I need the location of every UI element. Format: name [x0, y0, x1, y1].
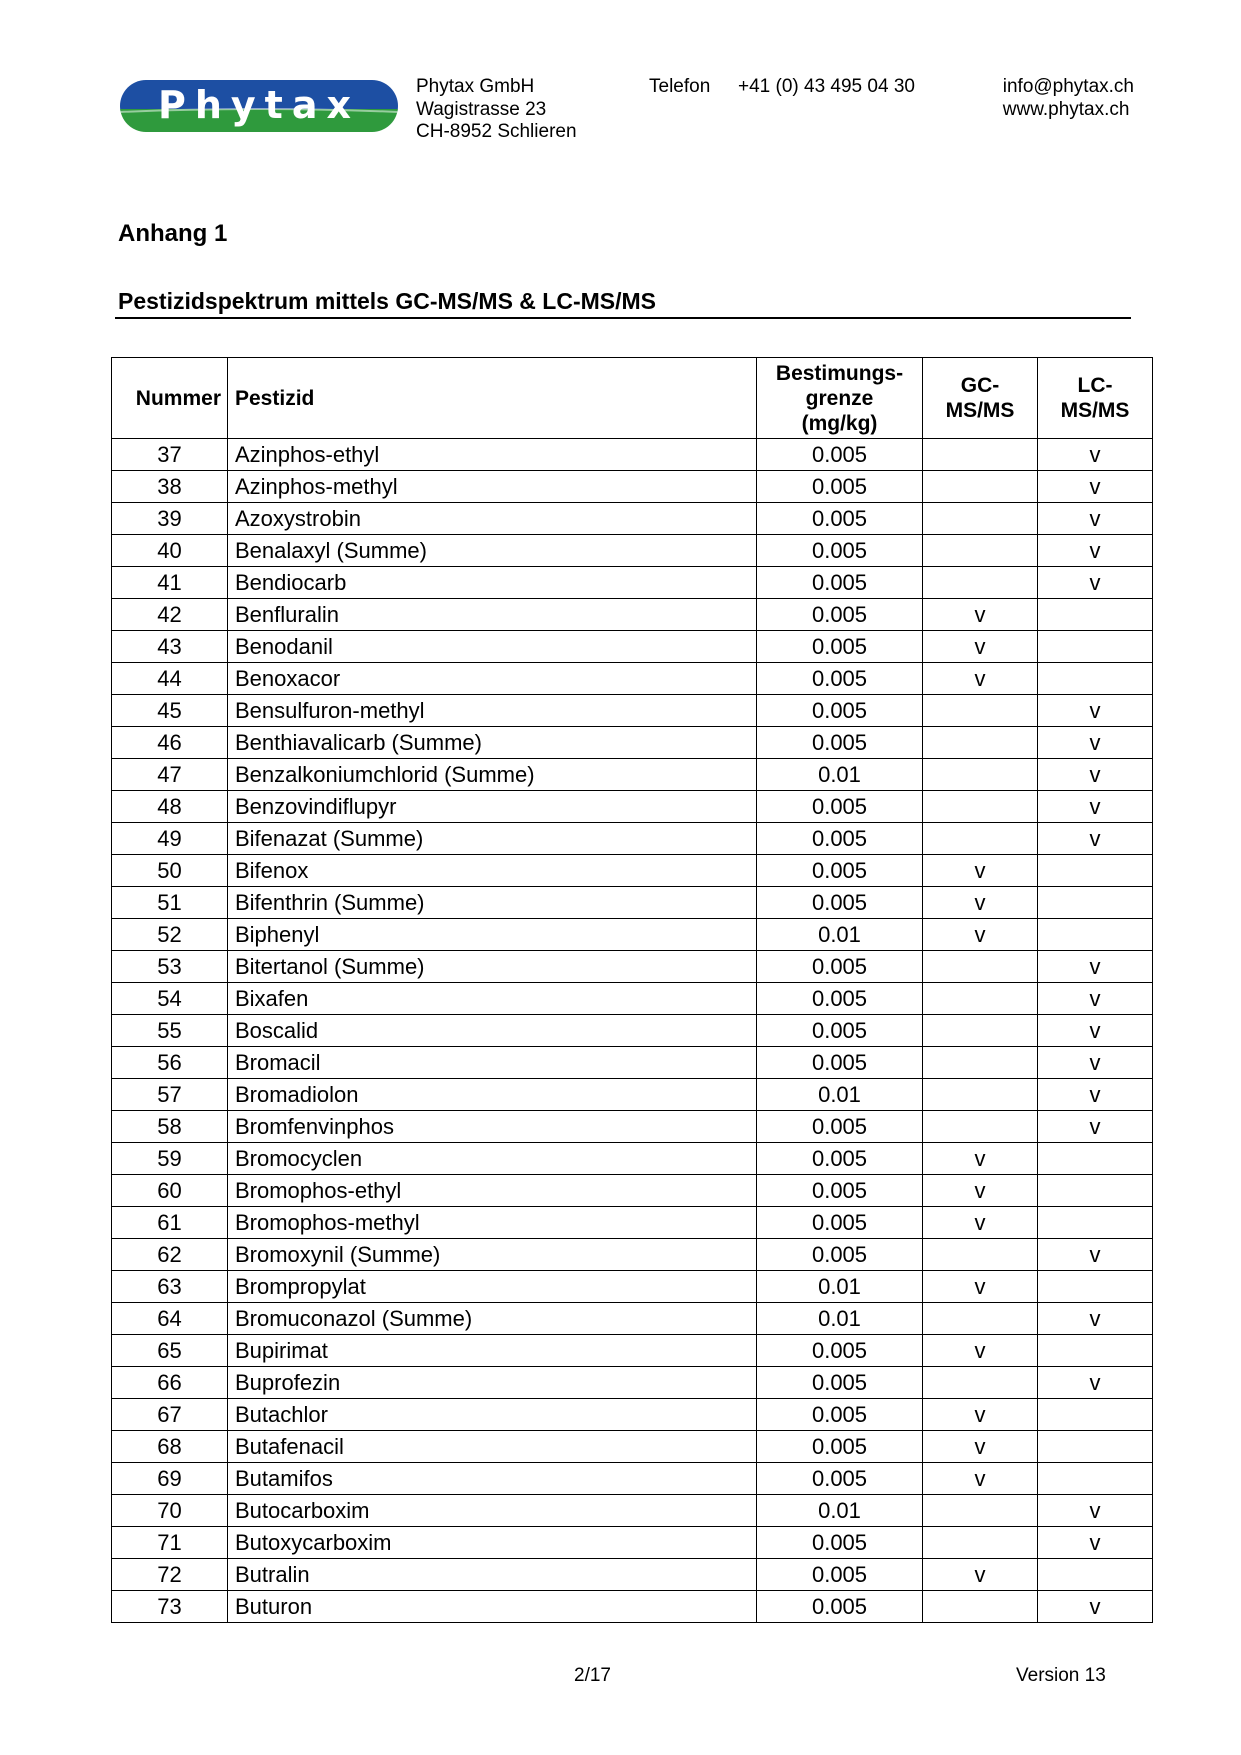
row-lc-mark: v: [1038, 759, 1153, 791]
company-city: CH-8952 Schlieren: [416, 121, 577, 142]
row-pesticide: Buturon: [228, 1591, 757, 1623]
row-limit: 0.01: [757, 1495, 923, 1527]
row-lc-mark: [1038, 1335, 1153, 1367]
row-pesticide: Bromacil: [228, 1047, 757, 1079]
row-number: 47: [112, 759, 228, 791]
row-gc-mark: v: [923, 1463, 1038, 1495]
row-pesticide: Azoxystrobin: [228, 503, 757, 535]
row-lc-mark: [1038, 887, 1153, 919]
row-pesticide: Butamifos: [228, 1463, 757, 1495]
row-number: 37: [112, 439, 228, 471]
row-number: 63: [112, 1271, 228, 1303]
table-row: [112, 471, 1153, 503]
header-gc-line: MS/MS: [945, 399, 1015, 422]
row-number: 48: [112, 791, 228, 823]
row-lc-mark: [1038, 1175, 1153, 1207]
row-lc-mark: v: [1038, 983, 1153, 1015]
table-row: [112, 1559, 1153, 1591]
website-link[interactable]: www.phytax.ch: [1002, 98, 1130, 120]
row-gc-mark: v: [923, 1207, 1038, 1239]
row-lc-mark: v: [1038, 503, 1153, 535]
row-gc-mark: [923, 1527, 1038, 1559]
row-lc-mark: [1038, 631, 1153, 663]
row-lc-mark: v: [1038, 1527, 1153, 1559]
row-number: 38: [112, 471, 228, 503]
row-lc-mark: v: [1038, 439, 1153, 471]
row-limit: 0.01: [757, 1079, 923, 1111]
page-number: 2/17: [574, 1665, 611, 1686]
row-limit: 0.01: [757, 1303, 923, 1335]
row-number: 50: [112, 855, 228, 887]
row-number: 41: [112, 567, 228, 599]
row-limit: 0.005: [757, 1047, 923, 1079]
row-limit: 0.005: [757, 727, 923, 759]
row-pesticide: Bromophos-ethyl: [228, 1175, 757, 1207]
pesticide-table: [111, 357, 1153, 1623]
row-number: 65: [112, 1335, 228, 1367]
row-lc-mark: v: [1038, 695, 1153, 727]
row-number: 44: [112, 663, 228, 695]
table-row: [112, 1111, 1153, 1143]
header-lc-line: MS/MS: [1060, 399, 1130, 422]
row-number: 46: [112, 727, 228, 759]
company-address: [416, 76, 577, 144]
subtitle-underline: [115, 317, 1131, 319]
row-number: 56: [112, 1047, 228, 1079]
row-gc-mark: v: [923, 663, 1038, 695]
row-number: 60: [112, 1175, 228, 1207]
table-row: [112, 663, 1153, 695]
row-gc-mark: v: [923, 855, 1038, 887]
row-gc-mark: v: [923, 1335, 1038, 1367]
table-row: [112, 535, 1153, 567]
row-lc-mark: v: [1038, 823, 1153, 855]
row-number: 70: [112, 1495, 228, 1527]
table-row: [112, 1303, 1153, 1335]
row-pesticide: Bromuconazol (Summe): [228, 1303, 757, 1335]
row-lc-mark: v: [1038, 727, 1153, 759]
row-lc-mark: [1038, 855, 1153, 887]
row-lc-mark: v: [1038, 1111, 1153, 1143]
row-gc-mark: [923, 471, 1038, 503]
row-lc-mark: v: [1038, 951, 1153, 983]
table-row: [112, 1271, 1153, 1303]
row-limit: 0.005: [757, 695, 923, 727]
table-row: [112, 1399, 1153, 1431]
table-row: [112, 759, 1153, 791]
row-limit: 0.005: [757, 1111, 923, 1143]
row-pesticide: Bromoxynil (Summe): [228, 1239, 757, 1271]
row-gc-mark: v: [923, 1431, 1038, 1463]
table-row: [112, 887, 1153, 919]
row-lc-mark: v: [1038, 1047, 1153, 1079]
row-lc-mark: v: [1038, 1495, 1153, 1527]
row-limit: 0.005: [757, 471, 923, 503]
row-number: 67: [112, 1399, 228, 1431]
row-pesticide: Benthiavalicarb (Summe): [228, 727, 757, 759]
row-pesticide: Bifenthrin (Summe): [228, 887, 757, 919]
row-lc-mark: v: [1038, 791, 1153, 823]
row-limit: 0.005: [757, 1367, 923, 1399]
row-number: 66: [112, 1367, 228, 1399]
row-gc-mark: [923, 1495, 1038, 1527]
header-limit: [757, 358, 923, 439]
row-gc-mark: v: [923, 1559, 1038, 1591]
row-limit: 0.005: [757, 663, 923, 695]
row-limit: 0.01: [757, 1271, 923, 1303]
section-subtitle: Pestizidspektrum mittels GC-MS/MS & LC-MS/MS: [118, 288, 657, 314]
table-header-row: [112, 358, 1153, 439]
row-gc-mark: v: [923, 887, 1038, 919]
row-lc-mark: [1038, 1431, 1153, 1463]
row-pesticide: Butralin: [228, 1559, 757, 1591]
row-pesticide: Brompropylat: [228, 1271, 757, 1303]
table-row: [112, 919, 1153, 951]
table-row: [112, 1143, 1153, 1175]
row-pesticide: Buprofezin: [228, 1367, 757, 1399]
row-limit: 0.005: [757, 887, 923, 919]
row-limit: 0.005: [757, 599, 923, 631]
row-pesticide: Azinphos-ethyl: [228, 439, 757, 471]
table-row: [112, 951, 1153, 983]
row-pesticide: Butachlor: [228, 1399, 757, 1431]
row-lc-mark: [1038, 1143, 1153, 1175]
row-lc-mark: v: [1038, 1591, 1153, 1623]
table-row: [112, 1015, 1153, 1047]
row-pesticide: Bitertanol (Summe): [228, 951, 757, 983]
phytax-logo: [120, 80, 398, 132]
row-gc-mark: [923, 439, 1038, 471]
row-pesticide: Biphenyl: [228, 919, 757, 951]
phone-label: Telefon: [649, 76, 711, 97]
row-lc-mark: [1038, 599, 1153, 631]
table-row: [112, 1079, 1153, 1111]
row-limit: 0.005: [757, 1207, 923, 1239]
table-row: [112, 727, 1153, 759]
row-gc-mark: [923, 1047, 1038, 1079]
row-pesticide: Butoxycarboxim: [228, 1527, 757, 1559]
row-pesticide: Benodanil: [228, 631, 757, 663]
contact-info: [1003, 76, 1134, 121]
table-row: [112, 823, 1153, 855]
email-link[interactable]: info@phytax.ch: [1002, 76, 1134, 97]
company-street: Wagistrasse 23: [416, 98, 547, 120]
table-row: [112, 1527, 1153, 1559]
row-gc-mark: v: [923, 1143, 1038, 1175]
header-lc-line: LC-: [1077, 374, 1113, 397]
table-row: [112, 1335, 1153, 1367]
row-gc-mark: [923, 1239, 1038, 1271]
row-gc-mark: [923, 567, 1038, 599]
row-lc-mark: v: [1038, 1303, 1153, 1335]
row-limit: 0.005: [757, 823, 923, 855]
row-gc-mark: [923, 1367, 1038, 1399]
row-gc-mark: [923, 503, 1038, 535]
row-number: 53: [112, 951, 228, 983]
row-lc-mark: [1038, 919, 1153, 951]
row-number: 42: [112, 599, 228, 631]
row-gc-mark: [923, 1591, 1038, 1623]
table-row: [112, 1207, 1153, 1239]
header-pesticide: Pestizid: [228, 358, 757, 439]
row-pesticide: Bupirimat: [228, 1335, 757, 1367]
row-lc-mark: [1038, 1399, 1153, 1431]
row-pesticide: Bromfenvinphos: [228, 1111, 757, 1143]
row-limit: 0.005: [757, 1335, 923, 1367]
header-number: Nummer: [112, 358, 228, 439]
header-gc-line: GC-: [960, 374, 1000, 397]
row-limit: 0.005: [757, 855, 923, 887]
row-lc-mark: v: [1038, 1079, 1153, 1111]
version-label: Version 13: [1016, 1665, 1106, 1686]
row-pesticide: Bromocyclen: [228, 1143, 757, 1175]
row-number: 43: [112, 631, 228, 663]
row-gc-mark: [923, 759, 1038, 791]
appendix-title: Anhang 1: [118, 220, 228, 247]
table-row: [112, 791, 1153, 823]
row-number: 39: [112, 503, 228, 535]
row-number: 64: [112, 1303, 228, 1335]
row-number: 59: [112, 1143, 228, 1175]
row-pesticide: Butafenacil: [228, 1431, 757, 1463]
header-limit-line: (mg/kg): [801, 411, 878, 435]
row-gc-mark: v: [923, 631, 1038, 663]
row-limit: 0.005: [757, 983, 923, 1015]
table-row: [112, 983, 1153, 1015]
row-limit: 0.005: [757, 1175, 923, 1207]
table-row: [112, 855, 1153, 887]
row-limit: 0.005: [757, 1431, 923, 1463]
row-number: 55: [112, 1015, 228, 1047]
table-row: [112, 631, 1153, 663]
table-row: [112, 599, 1153, 631]
row-gc-mark: v: [923, 1175, 1038, 1207]
row-number: 58: [112, 1111, 228, 1143]
row-limit: 0.005: [757, 951, 923, 983]
row-number: 49: [112, 823, 228, 855]
row-number: 71: [112, 1527, 228, 1559]
row-gc-mark: [923, 951, 1038, 983]
row-gc-mark: v: [923, 1271, 1038, 1303]
row-lc-mark: [1038, 1271, 1153, 1303]
table-row: [112, 503, 1153, 535]
row-gc-mark: [923, 695, 1038, 727]
row-gc-mark: [923, 1015, 1038, 1047]
table-row: [112, 1495, 1153, 1527]
table-row: [112, 1463, 1153, 1495]
row-limit: 0.005: [757, 503, 923, 535]
row-gc-mark: [923, 791, 1038, 823]
row-limit: 0.005: [757, 1143, 923, 1175]
table-row: [112, 1431, 1153, 1463]
row-limit: 0.005: [757, 567, 923, 599]
header-lc: [1038, 358, 1153, 439]
header-gc: [923, 358, 1038, 439]
table-row: [112, 1047, 1153, 1079]
row-pesticide: Bifenox: [228, 855, 757, 887]
row-pesticide: Bromadiolon: [228, 1079, 757, 1111]
row-pesticide: Boscalid: [228, 1015, 757, 1047]
row-gc-mark: v: [923, 919, 1038, 951]
table-row: [112, 695, 1153, 727]
row-number: 51: [112, 887, 228, 919]
row-lc-mark: [1038, 1559, 1153, 1591]
row-number: 69: [112, 1463, 228, 1495]
row-pesticide: Bifenazat (Summe): [228, 823, 757, 855]
row-limit: 0.005: [757, 631, 923, 663]
row-gc-mark: [923, 1303, 1038, 1335]
phone-number: +41 (0) 43 495 04 30: [738, 76, 915, 97]
row-gc-mark: v: [923, 599, 1038, 631]
row-limit: 0.01: [757, 919, 923, 951]
row-limit: 0.005: [757, 1463, 923, 1495]
row-lc-mark: v: [1038, 471, 1153, 503]
row-lc-mark: v: [1038, 535, 1153, 567]
row-number: 68: [112, 1431, 228, 1463]
row-pesticide: Benoxacor: [228, 663, 757, 695]
row-gc-mark: [923, 823, 1038, 855]
row-gc-mark: [923, 1079, 1038, 1111]
header-limit-line: Bestimungs-: [775, 361, 904, 385]
row-lc-mark: [1038, 1463, 1153, 1495]
row-limit: 0.005: [757, 791, 923, 823]
row-number: 61: [112, 1207, 228, 1239]
row-pesticide: Bromophos-methyl: [228, 1207, 757, 1239]
table-row: [112, 567, 1153, 599]
table-row: [112, 1175, 1153, 1207]
row-pesticide: Benzalkoniumchlorid (Summe): [228, 759, 757, 791]
table-row: [112, 1367, 1153, 1399]
row-limit: 0.005: [757, 439, 923, 471]
row-limit: 0.005: [757, 1015, 923, 1047]
row-limit: 0.005: [757, 1527, 923, 1559]
row-number: 40: [112, 535, 228, 567]
row-limit: 0.01: [757, 759, 923, 791]
row-limit: 0.005: [757, 1399, 923, 1431]
row-gc-mark: [923, 535, 1038, 567]
table-row: [112, 1591, 1153, 1623]
row-limit: 0.005: [757, 1239, 923, 1271]
row-lc-mark: v: [1038, 1015, 1153, 1047]
row-gc-mark: [923, 727, 1038, 759]
table-row: [112, 439, 1153, 471]
row-number: 45: [112, 695, 228, 727]
row-lc-mark: v: [1038, 1367, 1153, 1399]
row-lc-mark: v: [1038, 567, 1153, 599]
row-number: 72: [112, 1559, 228, 1591]
row-lc-mark: v: [1038, 1239, 1153, 1271]
row-pesticide: Bensulfuron-methyl: [228, 695, 757, 727]
row-pesticide: Benalaxyl (Summe): [228, 535, 757, 567]
logo-text: Phytax: [158, 83, 360, 127]
row-pesticide: Benfluralin: [228, 599, 757, 631]
row-gc-mark: [923, 1111, 1038, 1143]
table-row: [112, 1239, 1153, 1271]
row-gc-mark: [923, 983, 1038, 1015]
row-number: 57: [112, 1079, 228, 1111]
row-number: 62: [112, 1239, 228, 1271]
row-pesticide: Butocarboxim: [228, 1495, 757, 1527]
row-limit: 0.005: [757, 1591, 923, 1623]
row-number: 52: [112, 919, 228, 951]
row-number: 54: [112, 983, 228, 1015]
row-limit: 0.005: [757, 535, 923, 567]
row-lc-mark: [1038, 1207, 1153, 1239]
row-pesticide: Bixafen: [228, 983, 757, 1015]
row-gc-mark: v: [923, 1399, 1038, 1431]
header-limit-line: grenze: [805, 386, 874, 410]
row-pesticide: Bendiocarb: [228, 567, 757, 599]
row-lc-mark: [1038, 663, 1153, 695]
row-pesticide: Azinphos-methyl: [228, 471, 757, 503]
row-number: 73: [112, 1591, 228, 1623]
row-pesticide: Benzovindiflupyr: [228, 791, 757, 823]
company-name: Phytax GmbH: [416, 76, 535, 97]
row-limit: 0.005: [757, 1559, 923, 1591]
